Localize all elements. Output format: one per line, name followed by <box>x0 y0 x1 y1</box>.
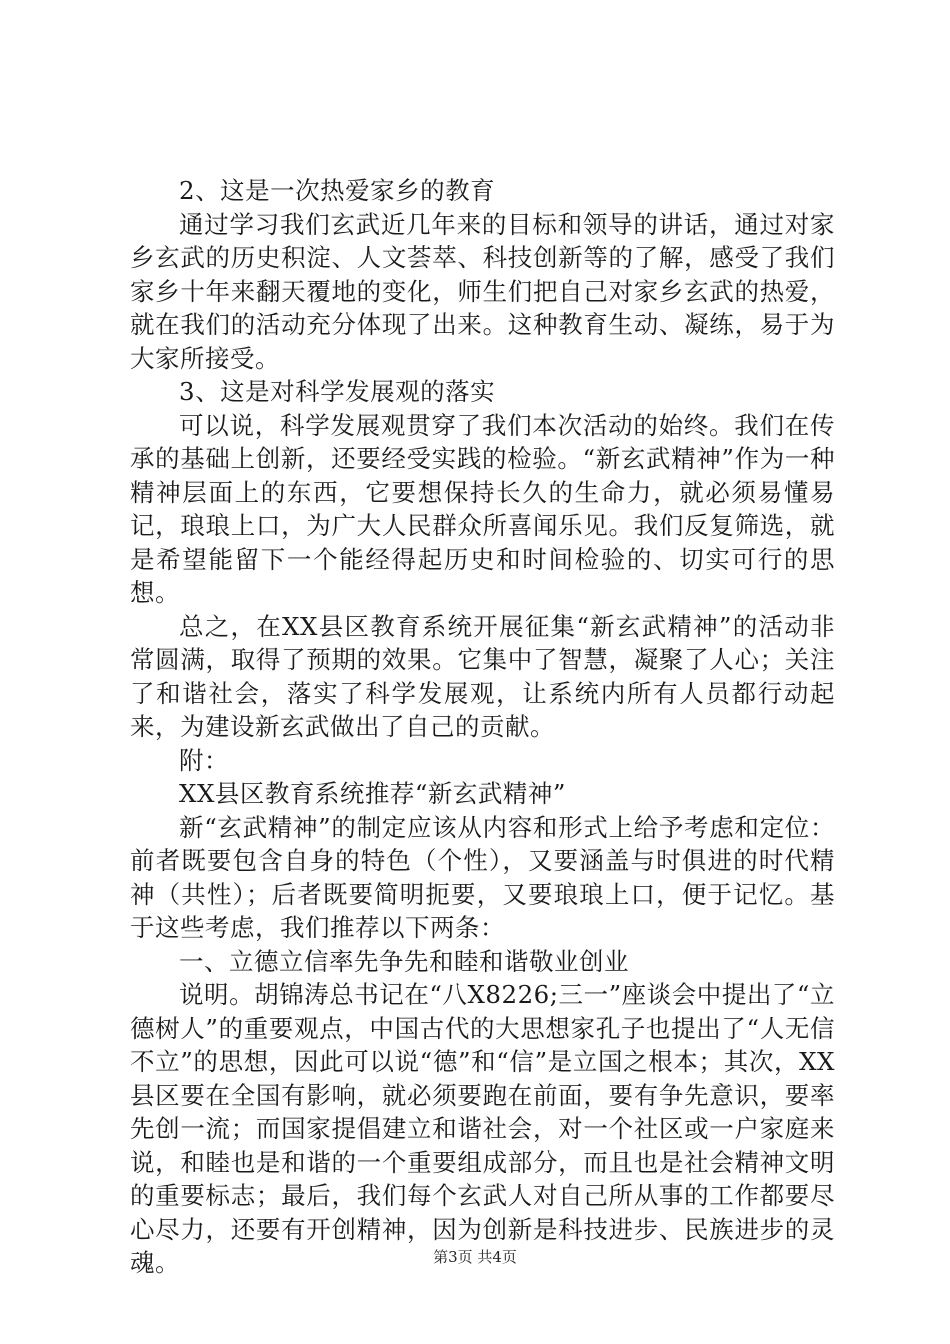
body-paragraph: 可以说，科学发展观贯穿了我们本次活动的始终。我们在传承的基础上创新，还要经受实践的检验。“新玄武精神”作为一种精神层面上的东西，它要想保持长久的生命力，就必须易懂易记，琅琅上口，为广大人民群众所喜闻乐见。我们反复筛选，就是希望能留下一个能经得起历史和时间检验的、切实可行的思想。 <box>130 410 835 607</box>
body-paragraph: 通过学习我们玄武近几年来的目标和领导的讲话，通过对家乡玄武的历史积淀、人文荟萃、科技创新等的了解，感受了我们家乡十年来翻天覆地的变化，师生们把自己对家乡玄武的热爱，就在我们的活动充分体现了出来。这种教育生动、凝练，易于为大家所接受。 <box>130 209 835 373</box>
appendix-label: 附： <box>179 745 229 775</box>
page-footer <box>0 1247 950 1267</box>
section-heading-3: 3、这是对科学发展观的落实 <box>179 377 496 406</box>
summary-paragraph: 总之，在XX县区教育系统开展征集“新玄武精神”的活动非常圆满，取得了预期的效果。它集中了智慧，凝聚了人心；关注了和谐社会，落实了科学发展观，让系统内所有人员都行动起来，为建设新玄武做出了自己的贡献。 <box>130 611 835 741</box>
section-heading-2: 2、这是一次热爱家乡的教育 <box>179 176 496 205</box>
document-body <box>130 174 835 1280</box>
explanation-paragraph: 说明。胡锦涛总书记在“八X8226;三一”座谈会中提出了“立德树人”的重要观点，中国古代的大思想家孔子也提出了“人无信不立”的思想，因此可以说“德”和“信”是立国之根本；其次，XX县区要在全国有影响，就必须要跑在前面，要有争先意识，要率先创一流；而国家提倡建立和谐社会，对一个社区或一户家庭来说，和睦也是和谐的一个重要组成部分，而且也是社会精神文明的重要标志；最后，我们每个玄武人对自己所从事的工作都要尽心尽力，还要有开创精神，因为创新是科技进步、民族进步的灵魂。 <box>130 980 835 1277</box>
recommendation-heading: 一、立德立信率先争先和睦和谐敬业创业 <box>179 946 629 976</box>
page-number: 第3页 共4页 <box>433 1248 517 1266</box>
appendix-title: XX县区教育系统推荐“新玄武精神” <box>179 779 566 808</box>
body-paragraph: 新“玄武精神”的制定应该从内容和形式上给予考虑和定位：前者既要包含自身的特色（个性），又要涵盖与时俱进的时代精神（共性）；后者既要简明扼要，又要琅琅上口，便于记忆。基于这些考虑，我们推荐以下两条： <box>130 812 835 942</box>
